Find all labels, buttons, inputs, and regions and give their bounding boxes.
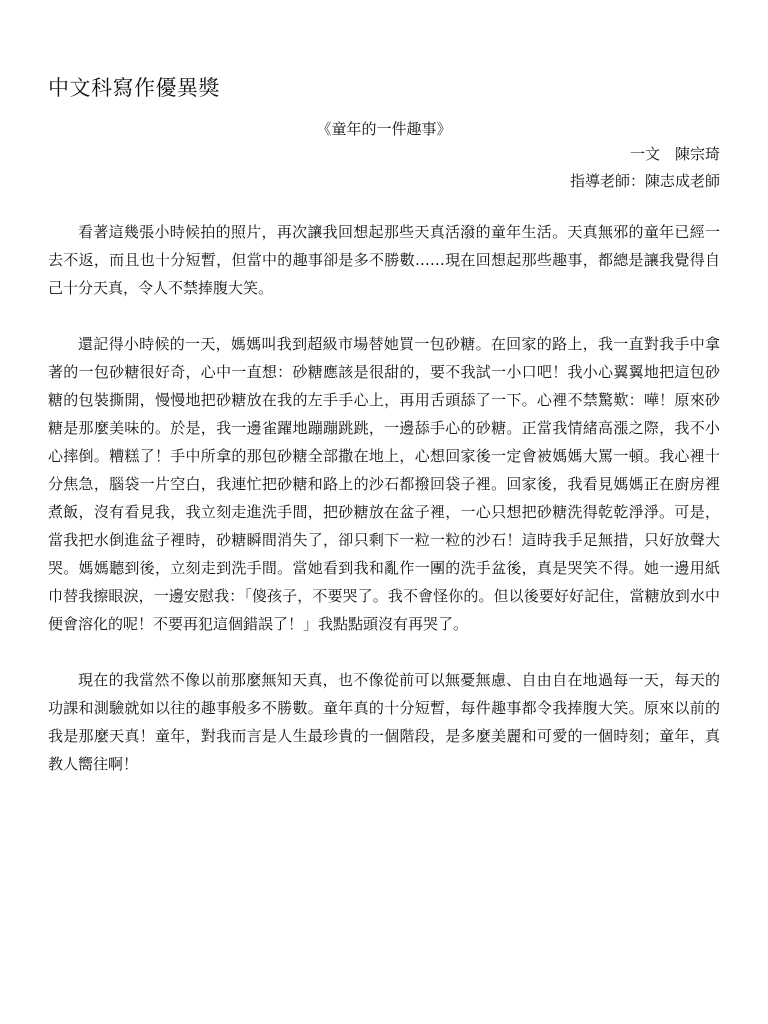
essay-body: [48, 218, 720, 806]
award-heading: 中文科寫作優異獎: [48, 76, 220, 100]
paragraph-2: 還記得小時候的一天，媽媽叫我到超級市場替她買一包砂糖。在回家的路上，我一直對我手中拿著的一包砂糖很好奇，心中一直想：砂糖應該是很甜的，要不我試一小口吧！我小心翼翼地把這包砂糖的包裝撕開，慢慢地把砂糖放在我的左手手心上，再用舌頭舔了一下。心裡不禁驚歎：嘩！原來砂糖是那麼美味的。於是，我一邊雀躍地蹦蹦跳跳，一邊舔手心的砂糖。正當我情緒高漲之際，我不小心摔倒。糟糕了！手中所拿的那包砂糖全部撒在地上，心想回家後一定會被媽媽大罵一頓。我心裡十分焦急，腦袋一片空白，我連忙把砂糖和路上的沙石都撥回袋子裡。回家後，我看見媽媽正在廚房裡煮飯，沒有看見我，我立刻走進洗手間，把砂糖放在盆子裡，一心只想把砂糖洗得乾乾淨淨。可是，當我把水倒進盆子裡時，砂糖瞬間消失了，卻只剩下一粒一粒的沙石！這時我手足無措，只好放聲大哭。媽媽聽到後，立刻走到洗手間。當她看到我和亂作一團的洗手盆後，真是哭笑不得。她一邊用紙巾替我擦眼淚，一邊安慰我：「傻孩子，不要哭了。我不會怪你的。但以後要好好記住，當糖放到水中便會溶化的呢！不要再犯這個錯誤了！」我點點頭沒有再哭了。: [48, 335, 720, 633]
teacher-line: 指導老師：陳志成老師: [569, 172, 720, 190]
paragraph-3: 現在的我當然不像以前那麼無知天真，也不像從前可以無憂無慮、自由自在地過每一天，每天的功課和測驗就如以往的趣事般多不勝數。童年真的十分短暫，每件趣事都令我捧腹大笑。原來以前的我是那麼天真！童年，對我而言是人生最珍貴的一個階段，是多麼美麗和可愛的一個時刻；童年，真教人嚮往啊！: [48, 671, 720, 773]
essay-title: 《童年的一件趣事》: [316, 120, 452, 138]
author-line: 一文 陳宗琦: [629, 145, 720, 163]
paragraph-1: 看著這幾張小時候拍的照片，再次讓我回想起那些天真活潑的童年生活。天真無邪的童年已經一去不返，而且也十分短暫，但當中的趣事卻是多不勝數……現在回想起那些趣事，都總是讓我覺得自己十分天真，令人不禁捧腹大笑。: [48, 223, 720, 297]
